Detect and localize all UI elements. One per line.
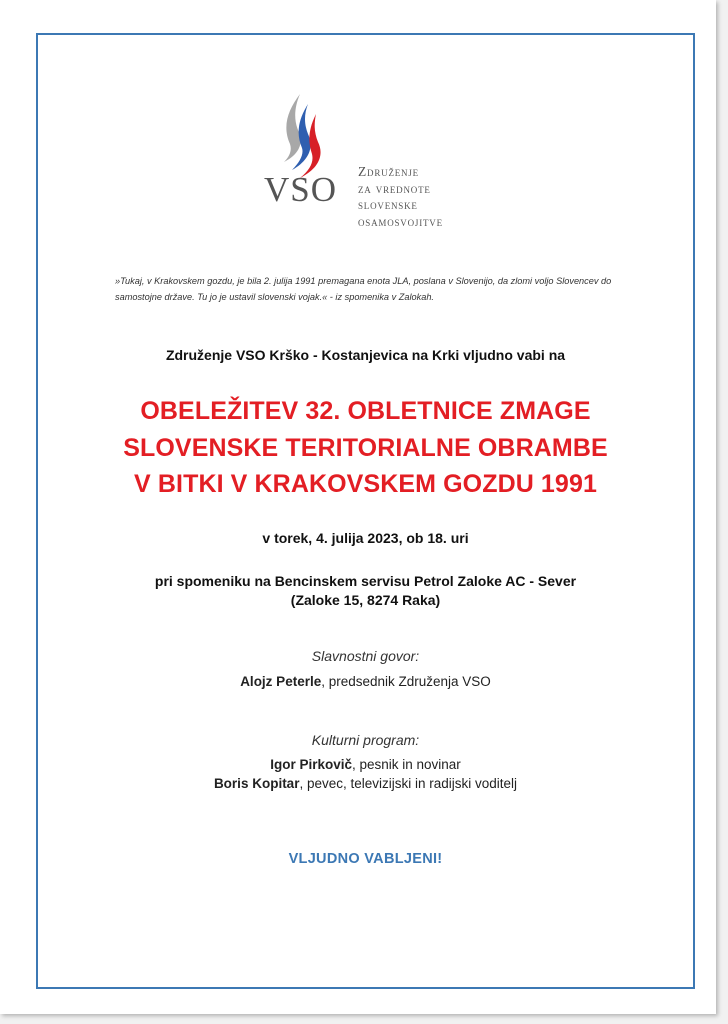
org-name-line: osamosvojitve: [358, 213, 443, 229]
headline-line: V BITKI V KRAKOVSKEM GOZDU 1991: [134, 470, 597, 498]
performer: [36, 755, 695, 774]
performer: [36, 774, 695, 793]
logo-acronym: VSO: [264, 170, 338, 209]
vso-flag-logo-icon: [270, 92, 330, 180]
culture-program-label: Kulturni program:: [311, 732, 420, 748]
headline-line: OBELEŽITEV 32. OBLETNICE ZMAGE: [140, 397, 591, 425]
performer-list: [36, 755, 695, 793]
event-headline: [36, 393, 695, 503]
speech-label: Slavnostni govor:: [311, 648, 420, 664]
organization-name: [358, 164, 443, 230]
monument-quote: »Tukaj, v Krakovskem gozdu, je bila 2. julija 1991 premagana enota JLA, poslana v Slovenijo, da zlomi voljo Slovencev do samostojne države. Tu jo je ustavil slovenski vojak.« - iz spomenika v Zalokah.: [115, 276, 612, 302]
invitation-line: Združenje VSO Krško - Kostanjevica na Krki vljudno vabi na: [165, 347, 566, 363]
org-name-line: za vrednote: [358, 180, 431, 196]
speaker: [36, 674, 695, 689]
closing-line: VLJUDNO VABLJENI!: [288, 851, 443, 867]
event-venue: [36, 572, 695, 610]
performer-role: , pevec, televizijski in radijski voditelj: [299, 776, 518, 791]
venue-address: (Zaloke 15, 8274 Raka): [290, 592, 441, 608]
performer-name: Boris Kopitar: [213, 776, 300, 791]
headline-line: SLOVENSKE TERITORIALNE OBRAMBE: [123, 433, 608, 462]
performer-role: , pesnik in novinar: [351, 757, 461, 772]
org-name-line: Združenje: [358, 164, 419, 179]
performer-name: Igor Pirkovič: [270, 757, 352, 772]
org-name-line: slovenske: [358, 197, 418, 212]
speaker-role: , predsednik Združenja VSO: [321, 674, 491, 689]
speaker-name: Alojz Peterle: [240, 674, 322, 689]
venue-line: pri spomeniku na Bencinskem servisu Petrol Zaloke AC - Sever: [154, 573, 577, 589]
event-datetime: v torek, 4. julija 2023, ob 18. uri: [262, 530, 469, 546]
